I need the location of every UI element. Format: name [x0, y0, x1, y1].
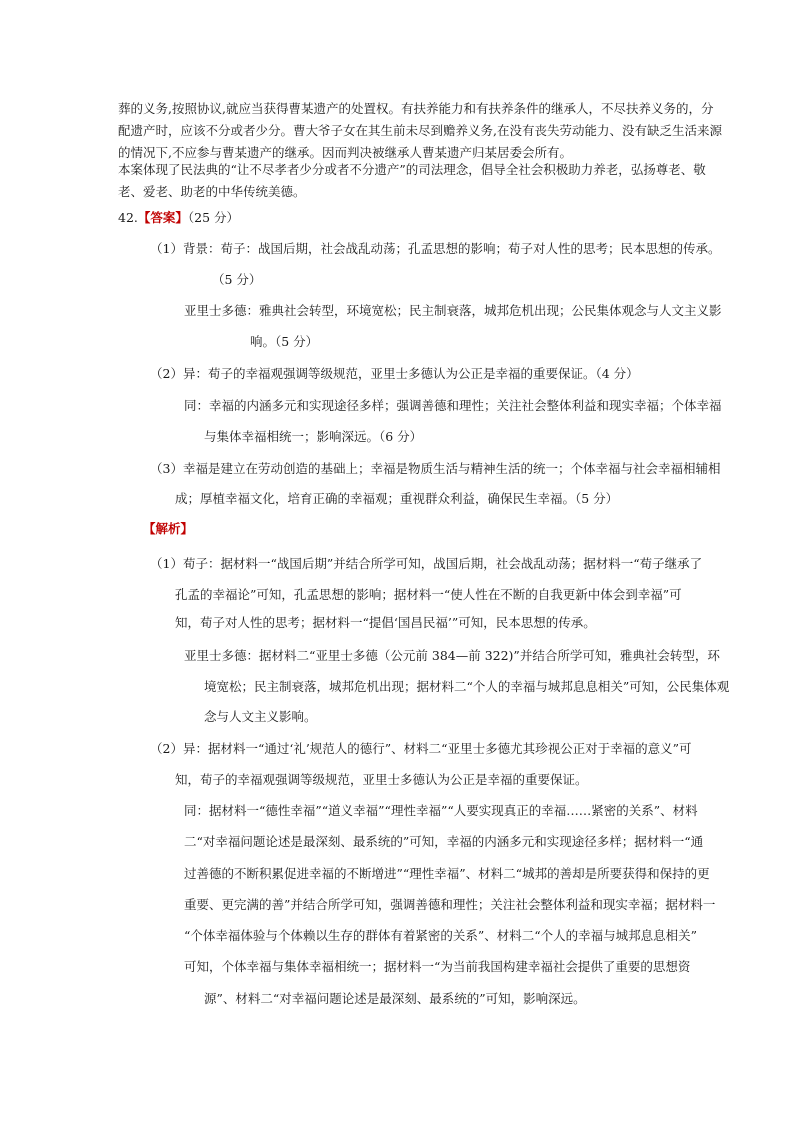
text-line: 本案体现了民法典的“让不尽孝者少分或者不分遗产”的司法理念，倡导全社会积极助力养老，弘扬尊老、敬 — [118, 162, 706, 177]
analysis-line: 过善德的不断积累促进幸福的不断增进”“理性幸福”、材料二“城邦的善却是所要获得和保持的更 — [184, 866, 710, 881]
answer-line: （1）背景：荀子：战国后期，社会战乱动荡；孔孟思想的影响；荀子对人性的思考；民本思想的传承。 — [150, 241, 721, 256]
analysis-line: 孔孟的幸福论”可知，孔孟思想的影响；据材料一“使人性在不断的自我更新中体会到幸福”可 — [175, 587, 682, 602]
analysis-line: 源”、材料二“对幸福问题论述是最深刻、最系统的”可知，影响深远。 — [204, 991, 586, 1006]
answer-line: 同：幸福的内涵多元和实现途径多样；强调善德和理性；关注社会整体利益和现实幸福；个体幸福 — [184, 398, 722, 413]
analysis-line: 可知，个体幸福与集体幸福相统一；据材料一“为当前我国构建幸福社会提供了重要的思想资 — [184, 959, 691, 974]
analysis-line: （1）荀子：据材料一“战国后期”并结合所学可知，战国后期，社会战乱动荡；据材料一“荀子继承了 — [150, 556, 703, 571]
answer-line: 亚里士多德：雅典社会转型，环境宽松；民主制衰落，城邦危机出现；公民集体观念与人文主义影 — [184, 303, 722, 318]
answer-line: （3）幸福是建立在劳动创造的基础上；幸福是物质生活与精神生活的统一；个体幸福与社会幸福相辅相 — [150, 461, 721, 476]
analysis-line: 同：据材料一“德性幸福”“道义幸福”“理性幸福”“人要实现真正的幸福……紧密的关系”、材料 — [184, 803, 698, 818]
analysis-line: 二“对幸福问题论述是最深刻、最系统的”可知，幸福的内涵多元和实现途径多样；据材料一“通 — [184, 834, 704, 849]
answer-line: （5 分） — [212, 272, 262, 287]
analysis-line: 知，荀子的幸福观强调等级规范，亚里士多德认为公正是幸福的重要保证。 — [175, 772, 588, 787]
analysis-line: （2）异：据材料一“通过‘礼’规范人的德行”、材料二“亚里士多德尤其珍视公正对于幸福的意义”可 — [150, 741, 692, 756]
answer-tag: 【答案】 — [137, 210, 188, 225]
analysis-line: 念与人文主义影响。 — [204, 709, 317, 724]
analysis-line: 境宽松；民主制衰落，城邦危机出现；据材料二“个人的幸福与城邦息息相关”可知，公民集体观 — [204, 679, 730, 694]
analysis-line: 亚里士多德：据材料二“亚里士多德（公元前 384—前 322)”并结合所学可知，雅典社会转型，环 — [184, 648, 720, 663]
analysis-line: 重要、更完满的善”并结合所学可知，强调善德和理性；关注社会整体利益和现实幸福；据材料一 — [184, 897, 716, 912]
answer-line: 与集体幸福相统一；影响深远。（6 分） — [204, 429, 423, 444]
question-number: 42. — [118, 210, 138, 225]
text-line: 葬的义务,按照协议,就应当获得曹某遗产的处置权。有扶养能力和有扶养条件的继承人，不尽扶养义务的，分 — [118, 101, 714, 116]
answer-line: （2）异：荀子的幸福观强调等级规范，亚里士多德认为公正是幸福的重要保证。（4 分） — [150, 366, 639, 381]
text-line: 配遗产时，应该不分或者少分。曹大爷子女在其生前未尽到赡养义务,在没有丧失劳动能力、没有缺乏生活来源 — [118, 123, 722, 138]
text-line: 老、爱老、助老的中华传统美德。 — [118, 184, 306, 199]
text-line: 的情况下,不应参与曹某遗产的继承。因而判决被继承人曹某遗产归某居委会所有。 — [118, 145, 572, 160]
answer-line: 响。（5 分） — [250, 334, 319, 349]
score: （25 分） — [187, 210, 240, 225]
analysis-tag: 【解析】 — [143, 521, 194, 536]
analysis-line: “个体幸福体验与个体赖以生存的群体有着紧密的关系”、材料二“个人的幸福与城邦息息相关” — [184, 928, 698, 943]
analysis-line: 知，荀子对人性的思考；据材料一“提倡‘国昌民福’”可知，民本思想的传承。 — [175, 615, 596, 630]
answer-line: 成；厚植幸福文化，培育正确的幸福观；重视群众利益，确保民生幸福。（5 分） — [175, 491, 619, 506]
question-header — [118, 210, 239, 226]
